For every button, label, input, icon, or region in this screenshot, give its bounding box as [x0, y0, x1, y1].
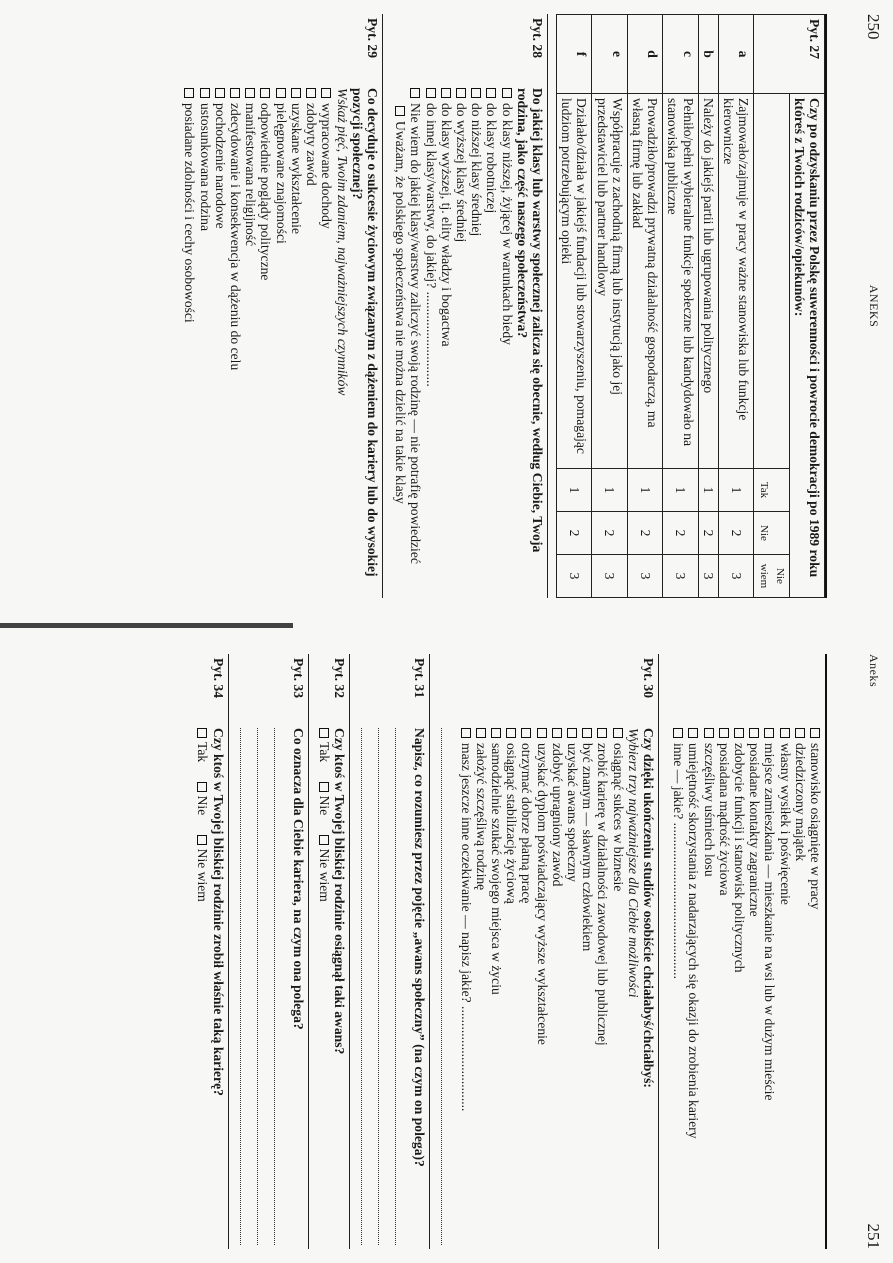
checkbox-icon[interactable] — [321, 88, 331, 98]
checkbox-icon[interactable] — [395, 106, 405, 116]
checkbox-icon[interactable] — [197, 782, 207, 792]
code-no[interactable]: 2 — [592, 512, 627, 555]
row-text: Zajmowało/zajmuje w pracy ważne stanowiska lub funkcje kierownicze — [718, 94, 753, 469]
option-label: dziedziczony majątek — [792, 743, 808, 862]
checkbox-icon[interactable] — [471, 88, 481, 98]
q27-col-no: Nie — [754, 512, 789, 555]
q27-row-f — [556, 15, 591, 598]
code-dontknow[interactable]: 3 — [663, 555, 698, 598]
code-no[interactable]: 2 — [627, 512, 662, 555]
code-no[interactable]: 2 — [718, 512, 753, 555]
checkbox-icon[interactable] — [486, 88, 496, 98]
q29-option[interactable] — [289, 88, 304, 594]
checkbox-icon[interactable] — [197, 835, 207, 845]
option-label: uzyskane wykształcenie — [288, 103, 304, 234]
checkbox-icon[interactable] — [230, 88, 240, 98]
code-dontknow[interactable]: 3 — [556, 555, 591, 598]
q29-continued-block — [669, 654, 825, 1249]
q30-option[interactable] — [474, 728, 489, 1245]
q29-option[interactable] — [258, 88, 273, 594]
checkbox-icon[interactable] — [491, 728, 501, 738]
q29-option[interactable] — [228, 88, 243, 594]
checkbox-icon[interactable] — [215, 88, 225, 98]
row-text: Pełniło/pełni wybieralne funkcje społeczne lub kandydowało na stanowiska publiczne — [663, 94, 698, 469]
code-no[interactable]: 2 — [698, 512, 718, 555]
q30-option[interactable] — [489, 728, 504, 1245]
right-page-number: 251 — [864, 1223, 883, 1249]
option-label: do klasy wyższej, tj. elity władzy i bogactwa — [438, 103, 454, 347]
checkbox-icon[interactable] — [261, 88, 271, 98]
q30-block — [436, 654, 659, 1249]
option-label: do innej klasy/warstwy, do jakiej? ............................ — [423, 103, 439, 387]
option-label: samodzielnie szukać swojego miejsca w życiu — [488, 743, 504, 995]
checkbox-icon[interactable] — [521, 728, 531, 738]
option-label: szczęśliwy uśmiech losu — [701, 743, 717, 877]
option-label: wypracowane dochody — [319, 103, 335, 229]
q29-label: Pyt. 29 — [364, 18, 380, 59]
checkbox-icon[interactable] — [319, 835, 329, 845]
answer-line[interactable] — [395, 728, 409, 1245]
option-label: do wyższej klasy średniej — [453, 103, 469, 243]
option-label: do niższej klasy średniej — [469, 103, 485, 237]
option-label: własny wysiłek i poświęcenie — [777, 743, 793, 905]
q29-option[interactable] — [197, 88, 212, 594]
q30-label: Pyt. 30 — [640, 658, 656, 699]
code-dontknow[interactable]: 3 — [627, 555, 662, 598]
code-no[interactable]: 2 — [663, 512, 698, 555]
checkbox-icon[interactable] — [749, 728, 759, 738]
option-label: być znanym — sławnym człowiekiem — [580, 743, 596, 952]
checkbox-icon[interactable] — [319, 782, 329, 792]
checkbox-icon[interactable] — [506, 728, 516, 738]
q30-title: Czy dzięki ukończeniu studiów osobiście chciałabyś/chciałbyś: — [640, 728, 656, 1088]
q30-options — [458, 728, 625, 1245]
row-letter: b — [698, 15, 718, 94]
q27-table — [556, 14, 825, 598]
option-label: umiejętność skorzystania z nadarzających się okazji do zrobienia kariery — [686, 743, 702, 1139]
q30-option[interactable] — [458, 728, 473, 1245]
q31-label: Pyt. 31 — [412, 658, 428, 699]
right-page — [0, 640, 893, 1263]
option-label: odpowiednie poglądy polityczne — [258, 103, 274, 281]
q29-option[interactable] — [213, 88, 228, 594]
checkbox-icon[interactable] — [306, 88, 316, 98]
q32-title: Czy ktoś w Twojej bliskiej rodzinie osiągnął taki awans? — [332, 728, 348, 1055]
q29-continued-options — [671, 728, 823, 1245]
q28-option[interactable] — [484, 88, 499, 594]
checkbox-icon[interactable] — [200, 88, 210, 98]
q34-answers — [195, 728, 210, 1245]
answer-yes[interactable]: Tak — [317, 728, 332, 762]
option-label: założyć szczęśliwą rodzinę — [473, 743, 489, 891]
q30-instruction: Wybierz trzy najważniejsze dla Ciebie możliwości — [625, 728, 641, 998]
q27-label: Pyt. 27 — [754, 15, 825, 94]
checkbox-icon[interactable] — [441, 88, 451, 98]
code-no[interactable]: 2 — [556, 512, 591, 555]
checkbox-icon[interactable] — [613, 728, 623, 738]
q29-option[interactable] — [304, 88, 319, 594]
option-label: ustosunkowana rodzina — [197, 103, 213, 231]
checkbox-icon[interactable] — [795, 728, 805, 738]
left-page-number: 250 — [864, 14, 883, 40]
q30-option[interactable] — [504, 728, 519, 1245]
checkbox-icon[interactable] — [184, 88, 194, 98]
row-letter: d — [627, 15, 662, 94]
q27-row-c — [663, 15, 698, 598]
checkbox-icon[interactable] — [319, 728, 329, 738]
option-label: zdobyć upragniony zawód — [549, 743, 565, 887]
q30-option[interactable] — [565, 728, 580, 1245]
q29-option[interactable] — [243, 88, 258, 594]
q29-option[interactable] — [793, 728, 808, 1245]
code-yes[interactable]: 1 — [663, 469, 698, 512]
code-yes[interactable]: 1 — [627, 469, 662, 512]
q28-option[interactable] — [454, 88, 469, 594]
q29-option[interactable] — [762, 728, 777, 1245]
option-label: osiągnąć stabilizację życiową — [504, 743, 520, 904]
q29-option[interactable] — [808, 728, 823, 1245]
row-letter: f — [556, 15, 591, 94]
checkbox-icon[interactable] — [552, 728, 562, 738]
left-page — [0, 0, 893, 612]
q34-title: Czy ktoś w Twojej bliskiej rodzinie zrobił właśnie taką karierę? — [210, 728, 226, 1096]
q32-block — [315, 654, 350, 1249]
q28-option[interactable] — [499, 88, 514, 594]
q30-option[interactable] — [580, 728, 595, 1245]
q28-label: Pyt. 28 — [529, 18, 545, 59]
answer-line[interactable] — [274, 728, 288, 1245]
right-running-title: Aneks — [867, 654, 881, 688]
q27-col-yes: Tak — [754, 469, 789, 512]
row-text: Należy do jakiejś partii lub ugrupowania politycznego — [698, 94, 718, 469]
q27-col-dontknow: Nie wiem — [754, 555, 789, 598]
option-label: zdobyty zawód — [304, 103, 320, 186]
answer-line[interactable] — [240, 728, 254, 1245]
option-label: Uważam, że polskiego społeczeństwa nie można dzielić na takie klasy — [393, 121, 409, 504]
answer-no[interactable]: Nie — [195, 782, 210, 816]
q30-option[interactable] — [610, 728, 625, 1245]
q31-title: Napisz, co rozumiesz przez pojęcie „awans społeczny” (na czym on polega)? — [412, 728, 428, 1167]
checkbox-icon[interactable] — [476, 728, 486, 738]
q30-option[interactable] — [595, 728, 610, 1245]
q30-option[interactable] — [519, 728, 534, 1245]
checkbox-icon[interactable] — [197, 728, 207, 738]
q33-block — [235, 654, 309, 1249]
code-yes[interactable]: 1 — [556, 469, 591, 512]
answer-dontknow[interactable]: Nie wiem — [195, 835, 210, 902]
q34-label: Pyt. 34 — [210, 658, 226, 699]
q27-row-b — [698, 15, 718, 598]
row-text: Prowadziło/prowadzi prywatną działalność gospodarczą, ma własną firmę lub zakład — [627, 94, 662, 469]
row-letter: c — [663, 15, 698, 94]
answer-line[interactable] — [361, 728, 375, 1245]
checkbox-icon[interactable] — [502, 88, 512, 98]
checkbox-icon[interactable] — [734, 728, 744, 738]
q31-block — [356, 654, 430, 1249]
answer-line[interactable] — [257, 728, 271, 1245]
option-label: Nie wiem do jakiej klasy/warstwy zaliczyć swoją rodzinę — nie potrafię powiedzieć — [408, 103, 424, 564]
option-label: zrobić karierę w działalności zawodowej lub publicznej — [595, 743, 611, 1046]
checkbox-icon[interactable] — [426, 88, 436, 98]
q28-options — [393, 88, 515, 594]
q29-option[interactable] — [686, 728, 701, 1245]
code-dontknow[interactable]: 3 — [698, 555, 718, 598]
option-label: uzyskać awans społeczny — [564, 743, 580, 882]
q28-option[interactable] — [439, 88, 454, 594]
option-label: pielęgnowane znajomości — [273, 103, 289, 244]
option-label: miejsce zamieszkania — mieszkanie na wsi lub w dużym mieście — [762, 743, 778, 1101]
option-label: inne — jakie? .............................................. — [671, 743, 687, 979]
book-gutter — [0, 612, 893, 640]
code-dontknow[interactable]: 3 — [592, 555, 627, 598]
option-label: stanowisko osiągnięte w pracy — [808, 743, 823, 910]
answer-line[interactable] — [441, 728, 455, 1245]
option-label: zdecydowanie i konsekwencja w dążeniu do celu — [228, 103, 244, 371]
q28-option[interactable] — [393, 106, 408, 594]
option-label: posiadana mądrość życiowa — [716, 743, 732, 896]
q27-title: Czy po odzyskaniu przez Polskę suwerenności i powrocie demokracji po 1989 roku któreś z Twoich rodziców/opiekunów: — [789, 94, 824, 598]
q29-option[interactable] — [747, 728, 762, 1245]
option-label: manifestowana religijność — [243, 103, 259, 247]
q30-option[interactable] — [534, 728, 549, 1245]
q32-answers — [317, 728, 332, 1245]
checkbox-icon[interactable] — [537, 728, 547, 738]
row-text: Współpracuje z zachodnią firmą lub instytucją jako jej przedstawiciel lub partner handlowy — [592, 94, 627, 469]
left-running-title: ANEKS — [867, 284, 881, 328]
answer-no[interactable]: Nie — [317, 782, 332, 816]
q29-option[interactable] — [717, 728, 732, 1245]
q27-row-e — [592, 15, 627, 598]
q29-option[interactable] — [701, 728, 716, 1245]
option-label: posiadane kontakty zagraniczne — [747, 743, 763, 917]
row-letter: e — [592, 15, 627, 94]
q28-option[interactable] — [469, 88, 484, 594]
q27-header-spacer — [754, 94, 789, 469]
checkbox-icon[interactable] — [810, 728, 820, 738]
option-label: otrzymać dobrze płatną pracę — [519, 743, 535, 904]
option-label: uzyskać dyplom poświadczający wyższe wykształcenie — [534, 743, 550, 1045]
q29-option[interactable] — [671, 728, 686, 1245]
q33-label: Pyt. 33 — [290, 658, 306, 699]
checkbox-icon[interactable] — [719, 728, 729, 738]
checkbox-icon[interactable] — [410, 88, 420, 98]
q29-option[interactable] — [274, 88, 289, 594]
q29-option[interactable] — [732, 728, 747, 1245]
checkbox-icon[interactable] — [245, 88, 255, 98]
q27-row-d — [627, 15, 662, 598]
q32-label: Pyt. 32 — [332, 658, 348, 699]
q29-option[interactable] — [182, 88, 197, 594]
q28-option[interactable] — [423, 88, 438, 594]
checkbox-icon[interactable] — [704, 728, 714, 738]
option-label: zdobycie funkcji i stanowisk politycznych — [731, 743, 747, 973]
q29-option[interactable] — [319, 88, 334, 594]
gutter-shadow — [0, 623, 293, 628]
code-yes[interactable]: 1 — [592, 469, 627, 512]
header-rule — [826, 654, 828, 1249]
q34-block — [193, 654, 228, 1249]
q33-title: Co oznacza dla Ciebie kariera, na czym ona polega? — [290, 728, 306, 1030]
answer-dontknow[interactable]: Nie wiem — [317, 835, 332, 902]
checkbox-icon[interactable] — [673, 728, 683, 738]
q29-title: Co decyduje o sukcesie życiowym związanym z dążeniem do kariery lub do wysokiej pozycji społecznej? — [349, 88, 380, 577]
q27-row-a — [718, 15, 753, 598]
q28-title: Do jakiej klasy lub warstwy społecznej zalicza się obecnie, według Ciebie, Twoja rodzina, jako część naszego społeczeństwa? — [514, 88, 545, 553]
checkbox-icon[interactable] — [780, 728, 790, 738]
checkbox-icon[interactable] — [276, 88, 286, 98]
checkbox-icon[interactable] — [764, 728, 774, 738]
q29-block — [180, 14, 383, 598]
q28-option[interactable] — [408, 88, 423, 594]
row-letter: a — [718, 15, 753, 94]
checkbox-icon[interactable] — [567, 728, 577, 738]
checkbox-icon[interactable] — [291, 88, 301, 98]
option-label: do klasy niższej, żyjącej w warunkach biedy — [499, 103, 515, 345]
answer-yes[interactable]: Tak — [195, 728, 210, 762]
header-rule — [826, 14, 828, 598]
q28-block — [391, 14, 548, 598]
q30-option[interactable] — [550, 728, 565, 1245]
checkbox-icon[interactable] — [456, 88, 466, 98]
option-label: posiadane zdolności i cechy osobowości — [182, 103, 198, 323]
code-dontknow[interactable]: 3 — [718, 555, 753, 598]
option-label: osiągnąć sukces w biznesie — [610, 743, 626, 892]
checkbox-icon[interactable] — [461, 728, 471, 738]
option-label: masz jeszcze inne oczekiwanie — napisz jakie? ............................... — [458, 743, 474, 1112]
code-yes[interactable]: 1 — [698, 469, 718, 512]
q29-continued-spacer — [669, 654, 825, 724]
checkbox-icon[interactable] — [582, 728, 592, 738]
option-label: pochodzenie narodowe — [212, 103, 228, 229]
answer-line[interactable] — [378, 728, 392, 1245]
q29-option[interactable] — [777, 728, 792, 1245]
code-yes[interactable]: 1 — [718, 469, 753, 512]
checkbox-icon[interactable] — [688, 728, 698, 738]
q29-instruction: Wskaż pięć, Twoim zdaniem, najważniejszych czynników — [334, 88, 350, 396]
q29-options — [182, 88, 334, 594]
option-label: do klasy robotniczej — [484, 103, 500, 214]
row-text: Działało/działa w jakiejś fundacji lub stowarzyszeniu, pomagając ludziom potrzebującym opieki — [556, 94, 591, 469]
checkbox-icon[interactable] — [597, 728, 607, 738]
